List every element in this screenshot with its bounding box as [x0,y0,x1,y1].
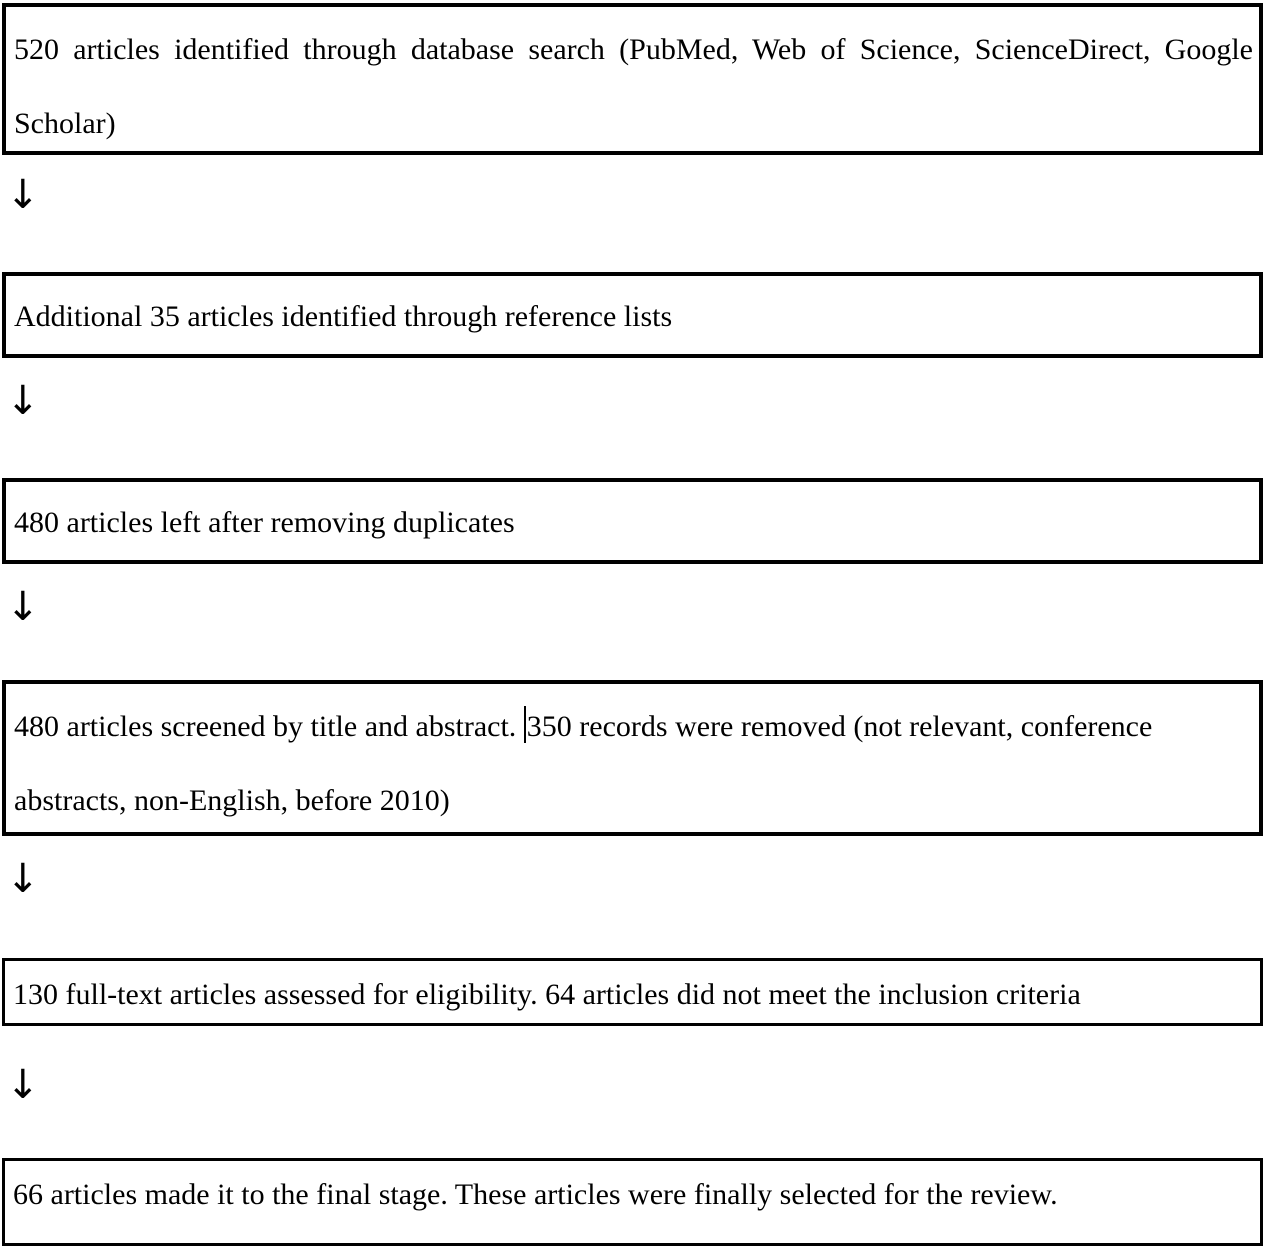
arrow-down-icon: ↓ [6,172,40,218]
flow-box-final-included [2,1158,1263,1246]
arrow-down-icon: ↓ [6,856,40,902]
flow-box-text: 66 articles made it to the final stage. These articles were finally selected for the review. [13,1178,1058,1211]
flow-box-text: Additional 35 articles identified through reference lists [14,300,673,333]
text-cursor-caret [524,706,526,743]
flow-box-full-text-eligibility [2,958,1263,1026]
flow-box-text: 480 articles left after removing duplicates [14,506,515,539]
flow-arrow-1 [0,172,120,218]
flow-box-text-after-caret: 350 records were removed (not relevant, conference abstracts, non-English, before 2010) [14,710,1153,817]
arrow-down-icon: ↓ [6,378,40,424]
flow-box-identification-references [2,272,1263,358]
flow-arrow-4 [0,856,120,902]
flow-box-identification-database [2,3,1263,155]
flow-box-text: 520 articles identified through database search (PubMed, Web of Science, ScienceDirect, Google Scholar) [14,33,1253,140]
flow-box-text-before-caret: 480 articles screened by title and abstract. [14,710,524,743]
flow-box-text: 130 full-text articles assessed for eligibility. 64 articles did not meet the inclusion criteria [13,978,1081,1011]
flow-arrow-3 [0,584,120,630]
flow-box-title-abstract-screening[interactable] [2,680,1263,836]
arrow-down-icon: ↓ [6,584,40,630]
flow-arrow-5 [0,1062,120,1108]
arrow-down-icon: ↓ [6,1062,40,1108]
flow-arrow-2 [0,378,120,424]
flow-box-text [14,690,1253,838]
flow-box-duplicates-removed [2,478,1263,564]
